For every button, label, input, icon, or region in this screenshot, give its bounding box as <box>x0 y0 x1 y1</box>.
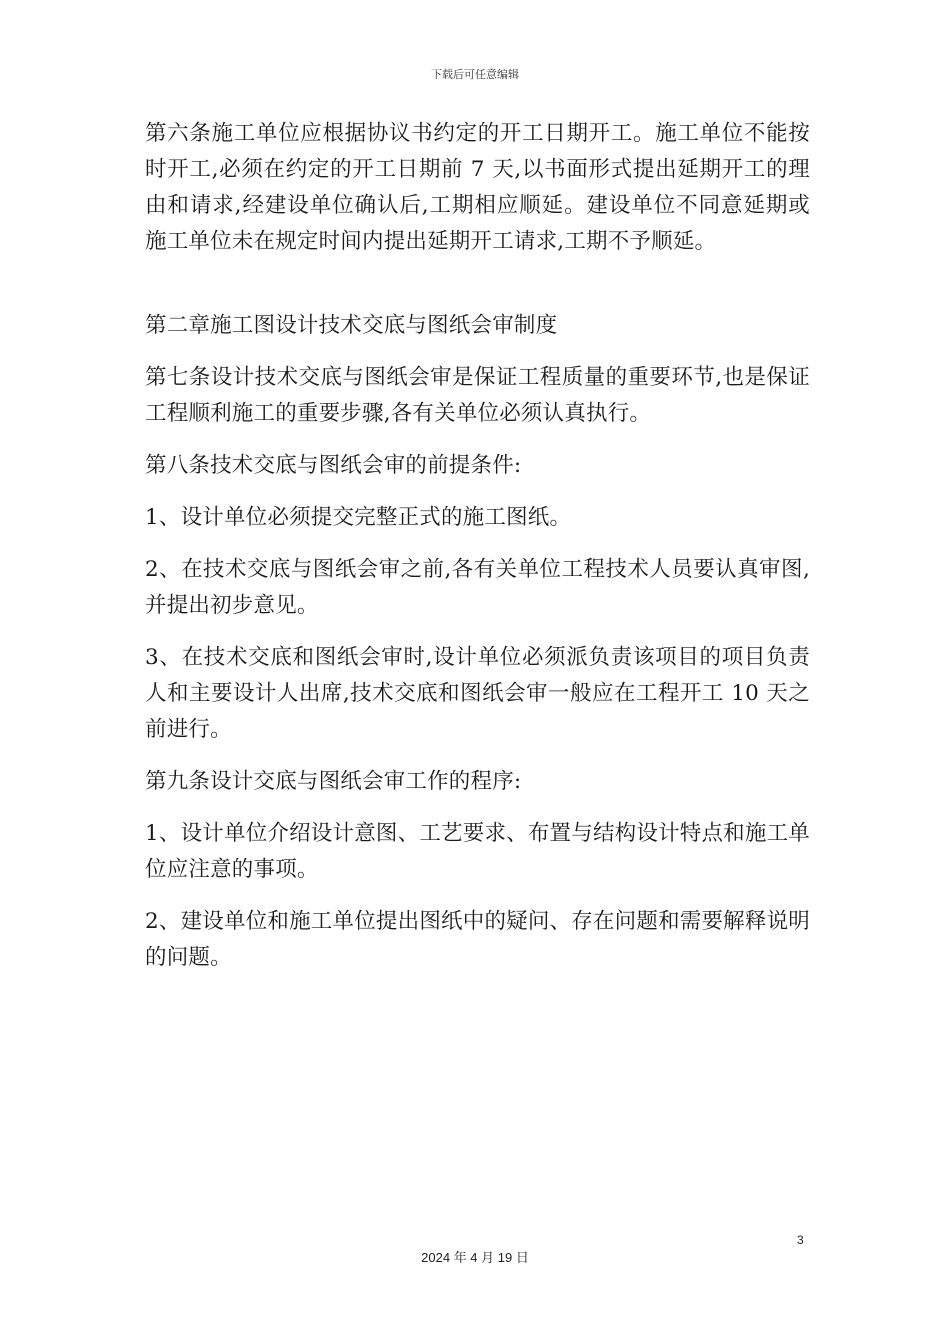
page-number: 3 <box>797 1233 804 1247</box>
article-8-paragraph: 第八条技术交底与图纸会审的前提条件: <box>145 453 522 478</box>
chapter-2-heading: 第二章施工图设计技术交底与图纸会审制度 <box>145 313 558 338</box>
article-8-item-1: 1、设计单位必须提交完整正式的施工图纸。 <box>145 505 572 530</box>
article-6-paragraph: 第六条施工单位应根据协议书约定的开工日期开工。施工单位不能按时开工,必须在约定的开工日期前 7 天,以书面形式提出延期开工的理由和请求,经建设单位确认后,工期相应顺延。建设单位不同意延期或施工单位未在规定时间内提出延期开工请求,工期不予顺延。 <box>145 121 810 254</box>
header-note: 下载后可任意编辑 <box>431 68 519 81</box>
article-8-item-3: 3、在技术交底和图纸会审时,设计单位必须派负责该项目的项目负责人和主要设计人出席,技术交底和图纸会审一般应在工程开工 10 天之前进行。 <box>145 645 810 742</box>
document-body <box>145 116 810 976</box>
article-7-paragraph: 第七条设计技术交底与图纸会审是保证工程质量的重要环节,也是保证工程顺利施工的重要步骤,各有关单位必须认真执行。 <box>145 365 810 426</box>
footer-date: 2024 年 4 月 19 日 <box>421 1250 529 1265</box>
article-9-item-2: 2、建设单位和施工单位提出图纸中的疑问、存在问题和需要解释说明的问题。 <box>145 909 810 970</box>
article-8-item-2: 2、在技术交底与图纸会审之前,各有关单位工程技术人员要认真审图,并提出初步意见。 <box>145 557 810 618</box>
article-9-paragraph: 第九条设计交底与图纸会审工作的程序: <box>145 769 522 794</box>
article-9-item-1: 1、设计单位介绍设计意图、工艺要求、布置与结构设计特点和施工单位应注意的事项。 <box>145 821 810 882</box>
